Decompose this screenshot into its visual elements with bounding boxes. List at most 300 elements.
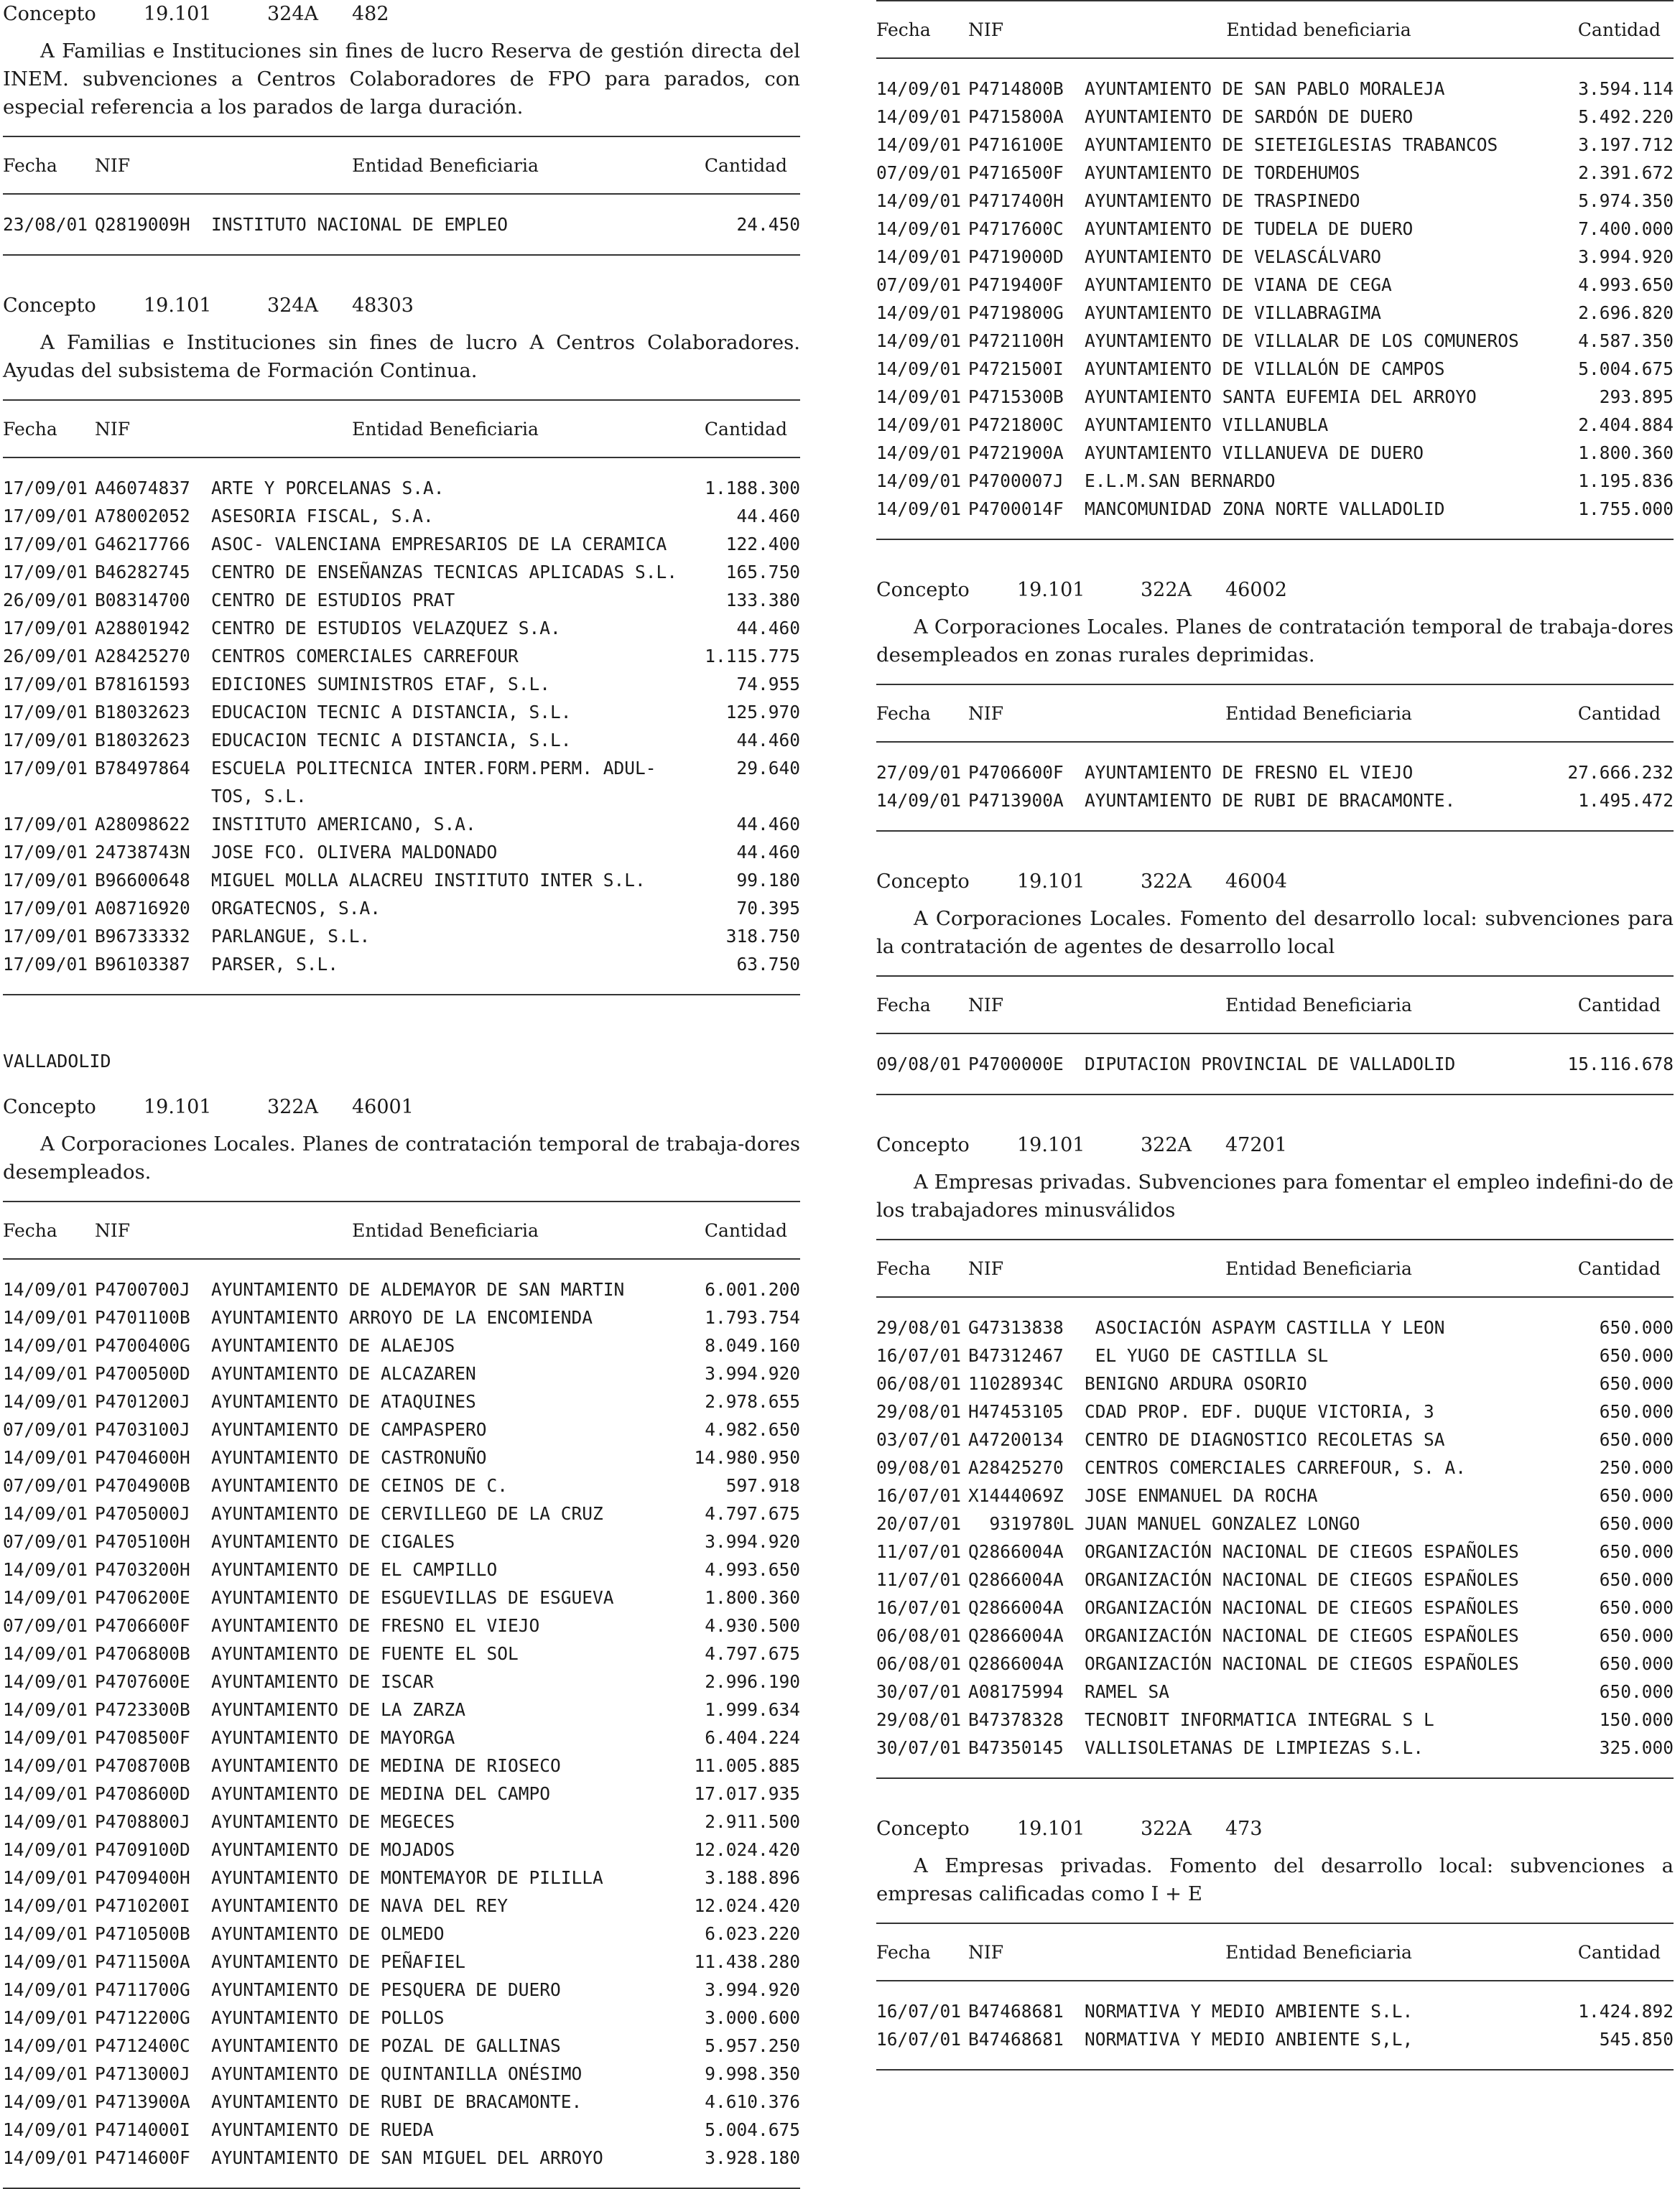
row-nif: A28425270 xyxy=(95,646,190,666)
row-date: 14/09/01 xyxy=(3,1951,88,1972)
row-amount: 5.492.220 xyxy=(1578,106,1674,127)
table-row xyxy=(876,383,1674,411)
row-entity: AYUNTAMIENTO DE MOJADOS xyxy=(211,1839,455,1860)
table-row xyxy=(876,1981,1674,2025)
concept-code: 19.101 xyxy=(1017,870,1085,893)
row-date: 20/07/01 xyxy=(876,1513,962,1534)
row-nif: Q2866004A xyxy=(968,1653,1064,1674)
row-date: 14/09/01 xyxy=(3,1699,88,1720)
row-entity: AYUNTAMIENTO DE ALCAZAREN xyxy=(211,1363,476,1384)
table-row xyxy=(3,894,800,922)
row-entity: AYUNTAMIENTO DE TORDEHUMOS xyxy=(1085,162,1360,183)
row-amount: 15.116.678 xyxy=(1567,1054,1674,1074)
row-nif: P4719000D xyxy=(968,246,1064,267)
row-date: 14/09/01 xyxy=(3,1923,88,1944)
concept-program: 322A xyxy=(1141,1134,1192,1156)
row-amount: 545.850 xyxy=(1599,2029,1674,2050)
row-date: 27/09/01 xyxy=(876,762,962,783)
row-amount: 1.800.360 xyxy=(705,1587,800,1608)
row-nif: B47468681 xyxy=(968,2001,1064,2022)
header-row xyxy=(876,976,1674,1033)
concept-description: A Familias e Instituciones sin fines de lucro Reserva de gestión directa del INEM. subvenciones a Centros Colaboradores de FPO para parados, con especial referencia a los parados de larga duración. xyxy=(3,39,800,118)
concept-section xyxy=(876,576,1674,832)
row-entity: INSTITUTO NACIONAL DE EMPLEO xyxy=(211,214,509,235)
row-amount: 650.000 xyxy=(1599,1653,1674,1674)
table-row xyxy=(3,530,800,558)
row-entity: AYUNTAMIENTO DE FRESNO EL VIEJO xyxy=(1085,762,1414,783)
header-cantidad: Cantidad xyxy=(1553,1,1674,58)
province-heading: VALLADOLID xyxy=(3,1051,111,1072)
row-entity: AYUNTAMIENTO DE ALDEMAYOR DE SAN MARTIN xyxy=(211,1279,625,1300)
row-nif: B08314700 xyxy=(95,590,190,610)
row-amount: 44.460 xyxy=(736,506,800,526)
row-amount: 293.895 xyxy=(1599,386,1674,407)
header-row xyxy=(876,1,1674,58)
table-row xyxy=(876,215,1674,243)
concept-description: A Corporaciones Locales. Fomento del desarrollo local: subvenciones para la contratación de agentes de desarrollo local xyxy=(876,907,1674,958)
row-date: 14/09/01 xyxy=(3,2063,88,2084)
row-entity: BENIGNO ARDURA OSORIO xyxy=(1085,1373,1307,1394)
row-amount: 133.380 xyxy=(725,590,800,610)
concept-code: 19.101 xyxy=(1017,1818,1085,1840)
row-entity: CENTROS COMERCIALES CARREFOUR xyxy=(211,646,519,666)
beneficiary-table xyxy=(3,136,800,254)
row-entity: EDUCACION TECNIC A DISTANCIA, S.L. xyxy=(211,730,572,750)
table-row xyxy=(876,1650,1674,1678)
row-nif: P4701200J xyxy=(95,1391,190,1412)
table-row xyxy=(3,1444,800,1472)
concept-section xyxy=(3,0,800,256)
row-amount: 4.610.376 xyxy=(705,2091,800,2112)
row-amount: 44.460 xyxy=(736,842,800,863)
table-row xyxy=(3,1752,800,1780)
row-date: 03/07/01 xyxy=(876,1429,962,1450)
row-nif: P4700007J xyxy=(968,470,1064,491)
row-nif: H47453105 xyxy=(968,1401,1064,1422)
header-cantidad: Cantidad xyxy=(679,400,800,457)
table-block xyxy=(876,1239,1674,1779)
row-nif: B78497864 xyxy=(95,758,190,779)
row-nif: P4723300B xyxy=(95,1699,190,1720)
row-amount: 6.001.200 xyxy=(705,1279,800,1300)
beneficiary-table xyxy=(876,975,1674,1094)
row-nif: 9319780L xyxy=(968,1513,1075,1534)
row-nif: P4716500F xyxy=(968,162,1064,183)
table-row xyxy=(3,810,800,838)
row-entity: AYUNTAMIENTO VILLANUBLA xyxy=(1085,414,1329,435)
table-row xyxy=(876,1594,1674,1622)
row-nif: X1444069Z xyxy=(968,1485,1064,1506)
row-date: 14/09/01 xyxy=(876,106,962,127)
row-amount: 29.640 xyxy=(736,758,800,779)
row-amount: 4.993.650 xyxy=(705,1559,800,1580)
header-nif: NIF xyxy=(95,1202,211,1259)
concept-description: A Empresas privadas. Fomento del desarrollo local: subvenciones a empresas calificadas como I + E xyxy=(876,1854,1674,1905)
row-nif: P4705000J xyxy=(95,1503,190,1524)
row-date: 17/09/01 xyxy=(3,758,88,779)
table-row xyxy=(876,2025,1674,2069)
row-date: 14/09/01 xyxy=(876,190,962,211)
table-header xyxy=(3,400,800,457)
row-entity: AYUNTAMIENTO DE FRESNO EL VIEJO xyxy=(211,1615,540,1636)
row-date: 14/09/01 xyxy=(876,134,962,155)
row-amount: 3.197.712 xyxy=(1578,134,1674,155)
row-amount: 3.928.180 xyxy=(705,2147,800,2168)
row-amount: 165.750 xyxy=(725,562,800,582)
row-date: 14/09/01 xyxy=(3,1671,88,1692)
row-entity: AYUNTAMIENTO DE ATAQUINES xyxy=(211,1391,476,1412)
row-amount: 8.049.160 xyxy=(705,1335,800,1356)
row-nif: P4706600F xyxy=(968,762,1064,783)
table-row xyxy=(3,1584,800,1612)
row-date: 06/08/01 xyxy=(876,1373,962,1394)
table-row xyxy=(3,2004,800,2032)
row-nif: P4701100B xyxy=(95,1307,190,1328)
table-row xyxy=(876,1566,1674,1594)
row-entity: EDUCACION TECNIC A DISTANCIA, S.L. xyxy=(211,702,572,722)
table-row xyxy=(3,1836,800,1864)
row-entity: RAMEL SA xyxy=(1085,1681,1170,1702)
table-block xyxy=(876,684,1674,832)
row-date: 14/09/01 xyxy=(3,1447,88,1468)
header-fecha: Fecha xyxy=(876,684,968,742)
row-amount: 17.017.935 xyxy=(694,1783,800,1804)
table-row xyxy=(3,1388,800,1416)
row-amount: 650.000 xyxy=(1599,1625,1674,1646)
header-nif: NIF xyxy=(968,1,1085,58)
row-nif: P4721800C xyxy=(968,414,1064,435)
row-date: 14/09/01 xyxy=(876,330,962,351)
header-nif: NIF xyxy=(95,400,211,457)
row-entity: MANCOMUNIDAD ZONA NORTE VALLADOLID xyxy=(1085,498,1445,519)
row-date: 16/07/01 xyxy=(876,1597,962,1618)
row-nif: Q2819009H xyxy=(95,214,190,235)
row-date: 29/08/01 xyxy=(876,1709,962,1730)
table-row xyxy=(3,2144,800,2188)
concept-program: 324A xyxy=(267,3,319,25)
concept-code: 19.101 xyxy=(1017,579,1085,601)
table-block xyxy=(876,975,1674,1095)
row-amount: 1.188.300 xyxy=(705,478,800,498)
row-entity: AYUNTAMIENTO DE TUDELA DE DUERO xyxy=(1085,218,1414,239)
table-header xyxy=(876,684,1674,742)
row-nif: P4709400H xyxy=(95,1867,190,1888)
row-date: 14/09/01 xyxy=(3,1895,88,1916)
row-nif: A08175994 xyxy=(968,1681,1064,1702)
table-row xyxy=(876,742,1674,786)
table-row xyxy=(3,457,800,502)
table-row xyxy=(3,866,800,894)
row-amount: 11.438.280 xyxy=(694,1951,800,1972)
row-nif: P4719800G xyxy=(968,302,1064,323)
concept-heading xyxy=(3,292,800,320)
row-entity: AYUNTAMIENTO DE CERVILLEGO DE LA CRUZ xyxy=(211,1503,603,1524)
row-nif: P4710500B xyxy=(95,1923,190,1944)
row-entity: AYUNTAMIENTO DE LA ZARZA xyxy=(211,1699,466,1720)
table-body xyxy=(3,1259,800,2188)
row-date: 06/08/01 xyxy=(876,1653,962,1674)
table-header xyxy=(3,136,800,194)
row-nif: G47313838 xyxy=(968,1317,1064,1338)
table-row xyxy=(3,194,800,254)
table-row xyxy=(876,131,1674,159)
row-entity: JOSE ENMANUEL DA ROCHA xyxy=(1085,1485,1318,1506)
row-date: 26/09/01 xyxy=(3,590,88,610)
row-date: 29/08/01 xyxy=(876,1317,962,1338)
row-date: 14/09/01 xyxy=(876,302,962,323)
header-nif: NIF xyxy=(968,976,1085,1033)
concept-subconcept: 46001 xyxy=(352,1096,414,1118)
row-entity: CENTRO DE ESTUDIOS VELAZQUEZ S.A. xyxy=(211,618,561,638)
row-amount: 650.000 xyxy=(1599,1317,1674,1338)
row-entity: AYUNTAMIENTO DE MEDINA DE RIOSECO xyxy=(211,1755,561,1776)
concept-description: A Corporaciones Locales. Planes de contratación temporal de trabaja-dores desempleados. xyxy=(3,1133,800,1184)
row-amount: 12.024.420 xyxy=(694,1895,800,1916)
table-row xyxy=(3,1696,800,1724)
row-entity: CENTRO DE DIAGNOSTICO RECOLETAS SA xyxy=(1085,1429,1445,1450)
table-row xyxy=(876,439,1674,467)
concept-label: Concepto xyxy=(3,3,96,25)
table-row xyxy=(876,299,1674,327)
concept-program: 322A xyxy=(1141,870,1192,893)
row-entity: ORGANIZACIÓN NACIONAL DE CIEGOS ESPAÑOLES xyxy=(1085,1625,1519,1646)
row-date: 14/09/01 xyxy=(876,790,962,811)
row-date: 14/09/01 xyxy=(3,1727,88,1748)
row-amount: 2.696.820 xyxy=(1578,302,1674,323)
table-row xyxy=(3,838,800,866)
concept-section xyxy=(3,292,800,995)
row-amount: 150.000 xyxy=(1599,1709,1674,1730)
table-row xyxy=(3,670,800,698)
row-nif: P4712200G xyxy=(95,2007,190,2028)
row-nif: P4717400H xyxy=(968,190,1064,211)
header-row xyxy=(876,1923,1674,1981)
header-fecha: Fecha xyxy=(876,1923,968,1981)
header-fecha: Fecha xyxy=(876,1,968,58)
row-date: 26/09/01 xyxy=(3,646,88,666)
row-nif: B46282745 xyxy=(95,562,190,582)
table-row xyxy=(3,642,800,670)
row-nif: B96600648 xyxy=(95,870,190,891)
row-date: 14/09/01 xyxy=(876,358,962,379)
header-fecha: Fecha xyxy=(3,1202,95,1259)
concept-section xyxy=(876,1815,1674,2071)
row-date: 16/07/01 xyxy=(876,1485,962,1506)
row-nif: P4700700J xyxy=(95,1279,190,1300)
row-nif: Q2866004A xyxy=(968,1625,1064,1646)
row-amount: 5.004.675 xyxy=(1578,358,1674,379)
row-amount: 650.000 xyxy=(1599,1681,1674,1702)
row-entity: CDAD PROP. EDF. DUQUE VICTORIA, 3 xyxy=(1085,1401,1434,1422)
table-row xyxy=(3,1360,800,1388)
left-column xyxy=(3,0,800,2189)
row-amount: 6.404.224 xyxy=(705,1727,800,1748)
row-amount: 650.000 xyxy=(1599,1541,1674,1562)
row-date: 14/09/01 xyxy=(3,1391,88,1412)
table-row xyxy=(3,1920,800,1948)
beneficiary-table xyxy=(876,684,1674,830)
header-cantidad: Cantidad xyxy=(679,136,800,194)
table-row xyxy=(876,1622,1674,1650)
row-date: 07/09/01 xyxy=(3,1475,88,1496)
row-amount: 4.930.500 xyxy=(705,1615,800,1636)
row-nif: P4707600E xyxy=(95,1671,190,1692)
row-amount: 650.000 xyxy=(1599,1569,1674,1590)
row-amount: 74.955 xyxy=(736,674,800,694)
row-entity: MIGUEL MOLLA ALACREU INSTITUTO INTER S.L. xyxy=(211,870,646,891)
table-row xyxy=(3,1331,800,1360)
table-body xyxy=(3,457,800,994)
row-entity: AYUNTAMIENTO DE SARDÓN DE DUERO xyxy=(1085,106,1414,127)
header-row xyxy=(876,684,1674,742)
table-row xyxy=(876,1482,1674,1510)
header-entidad: Entidad Beneficiaria xyxy=(211,400,679,457)
table-row xyxy=(3,2060,800,2088)
beneficiary-table xyxy=(876,1923,1674,2069)
row-nif: P4709100D xyxy=(95,1839,190,1860)
row-entity: TECNOBIT INFORMATICA INTEGRAL S L xyxy=(1085,1709,1434,1730)
beneficiary-table xyxy=(3,1201,800,2188)
row-amount: 650.000 xyxy=(1599,1401,1674,1422)
row-entity: ORGANIZACIÓN NACIONAL DE CIEGOS ESPAÑOLES xyxy=(1085,1569,1519,1590)
row-date: 14/09/01 xyxy=(3,1783,88,1804)
row-date: 17/09/01 xyxy=(3,506,88,526)
beneficiary-table xyxy=(876,0,1674,539)
row-nif: P4721500I xyxy=(968,358,1064,379)
row-date: 14/09/01 xyxy=(3,1559,88,1580)
table-block xyxy=(3,136,800,256)
row-amount: 7.400.000 xyxy=(1578,218,1674,239)
row-date: 14/09/01 xyxy=(3,2091,88,2112)
table-row xyxy=(876,1342,1674,1370)
row-date: 14/09/01 xyxy=(3,1503,88,1524)
table-row xyxy=(876,786,1674,830)
row-nif: P4703100J xyxy=(95,1419,190,1440)
row-amount: 650.000 xyxy=(1599,1513,1674,1534)
row-date: 11/07/01 xyxy=(876,1569,962,1590)
row-date: 11/07/01 xyxy=(876,1541,962,1562)
row-nif: P4714800B xyxy=(968,78,1064,99)
row-amount: 250.000 xyxy=(1599,1457,1674,1478)
header-fecha: Fecha xyxy=(876,1240,968,1297)
row-amount: 650.000 xyxy=(1599,1429,1674,1450)
spacer xyxy=(876,1095,1674,1131)
row-nif: P4708500F xyxy=(95,1727,190,1748)
row-nif: P4705100H xyxy=(95,1531,190,1552)
concept-description: A Corporaciones Locales. Planes de contratación temporal de trabaja-dores desempleados en zonas rurales deprimidas. xyxy=(876,615,1674,666)
header-nif: NIF xyxy=(968,684,1085,742)
table-block xyxy=(3,1201,800,2189)
table-row xyxy=(3,1612,800,1640)
row-amount: 6.023.220 xyxy=(705,1923,800,1944)
concept-subconcept: 46004 xyxy=(1225,870,1287,893)
concept-section xyxy=(876,1131,1674,1779)
row-entity: CENTROS COMERCIALES CARREFOUR, S. A. xyxy=(1085,1457,1467,1478)
concept-label: Concepto xyxy=(876,579,970,601)
row-date: 17/09/01 xyxy=(3,674,88,694)
row-amount: 1.755.000 xyxy=(1578,498,1674,519)
row-entity: AYUNTAMIENTO DE SAN MIGUEL DEL ARROYO xyxy=(211,2147,603,2168)
row-entity: PARLANGUE, S.L. xyxy=(211,926,371,947)
table-row xyxy=(876,1510,1674,1538)
spacer xyxy=(876,832,1674,868)
row-entity: AYUNTAMIENTO SANTA EUFEMIA DEL ARROYO xyxy=(1085,386,1477,407)
row-entity: AYUNTAMIENTO DE MONTEMAYOR DE PILILLA xyxy=(211,1867,603,1888)
row-entity: AYUNTAMIENTO DE PESQUERA DE DUERO xyxy=(211,1979,561,2000)
row-amount: 125.970 xyxy=(725,702,800,722)
row-entity: ASOC- VALENCIANA EMPRESARIOS DE LA CERAMICA xyxy=(211,534,667,554)
concept-description: A Familias e Instituciones sin fines de lucro A Centros Colaboradores. Ayudas del subsistema de Formación Continua. xyxy=(3,331,800,382)
header-cantidad: Cantidad xyxy=(1553,1240,1674,1297)
concept-section xyxy=(3,1093,800,2189)
header-row xyxy=(3,1202,800,1259)
row-entity: AYUNTAMIENTO DE VIANA DE CEGA xyxy=(1085,274,1392,295)
table-row xyxy=(3,614,800,642)
row-entity: ARTE Y PORCELANAS S.A. xyxy=(211,478,445,498)
row-amount: 2.911.500 xyxy=(705,1811,800,1832)
row-nif: A28098622 xyxy=(95,814,190,835)
row-nif: P4713000J xyxy=(95,2063,190,2084)
row-nif: P4714000I xyxy=(95,2119,190,2140)
row-nif: P4700000E xyxy=(968,1054,1064,1074)
header-nif: NIF xyxy=(968,1240,1085,1297)
row-nif: P4708700B xyxy=(95,1755,190,1776)
row-amount: 3.188.896 xyxy=(705,1867,800,1888)
table-row xyxy=(3,558,800,586)
row-date: 29/08/01 xyxy=(876,1401,962,1422)
row-date: 14/09/01 xyxy=(876,218,962,239)
table-row xyxy=(876,1454,1674,1482)
table-row xyxy=(3,698,800,726)
row-amount: 99.180 xyxy=(736,870,800,891)
row-date: 17/09/01 xyxy=(3,898,88,919)
table-row xyxy=(876,1538,1674,1566)
concept-program: 322A xyxy=(1141,579,1192,601)
row-amount: 597.918 xyxy=(725,1475,800,1496)
row-date: 14/09/01 xyxy=(3,1279,88,1300)
table-row xyxy=(876,1706,1674,1734)
row-nif: P4706600F xyxy=(95,1615,190,1636)
concept-subconcept: 473 xyxy=(1225,1818,1263,1840)
row-amount: 2.391.672 xyxy=(1578,162,1674,183)
row-amount: 1.424.892 xyxy=(1578,2001,1674,2022)
row-entity: ESCUELA POLITECNICA INTER.FORM.PERM. ADUL- TOS, S.L. xyxy=(211,758,656,807)
row-date: 16/07/01 xyxy=(876,2001,962,2022)
table-row xyxy=(3,1668,800,1696)
row-nif: P4708600D xyxy=(95,1783,190,1804)
table-row xyxy=(876,355,1674,383)
row-entity: AYUNTAMIENTO DE RUBI DE BRACAMONTE. xyxy=(1085,790,1456,811)
row-nif: P4717600C xyxy=(968,218,1064,239)
row-date: 14/09/01 xyxy=(876,414,962,435)
row-date: 07/09/01 xyxy=(876,274,962,295)
row-entity: ASESORIA FISCAL, S.A. xyxy=(211,506,434,526)
table-row xyxy=(876,243,1674,271)
row-amount: 11.005.885 xyxy=(694,1755,800,1776)
row-entity: EL YUGO DE CASTILLA SL xyxy=(1085,1345,1329,1366)
row-date: 07/09/01 xyxy=(3,1531,88,1552)
concept-label: Concepto xyxy=(876,1134,970,1156)
row-entity: AYUNTAMIENTO DE ESGUEVILLAS DE ESGUEVA xyxy=(211,1587,614,1608)
row-nif: P4716100E xyxy=(968,134,1064,155)
table-row xyxy=(876,1734,1674,1777)
header-entidad: Entidad beneficiaria xyxy=(1085,1,1553,58)
row-amount: 1.495.472 xyxy=(1578,790,1674,811)
row-date: 14/09/01 xyxy=(3,1363,88,1384)
table-row xyxy=(3,1892,800,1920)
header-entidad: Entidad Beneficiaria xyxy=(1085,1923,1553,1981)
row-nif: P4711500A xyxy=(95,1951,190,1972)
